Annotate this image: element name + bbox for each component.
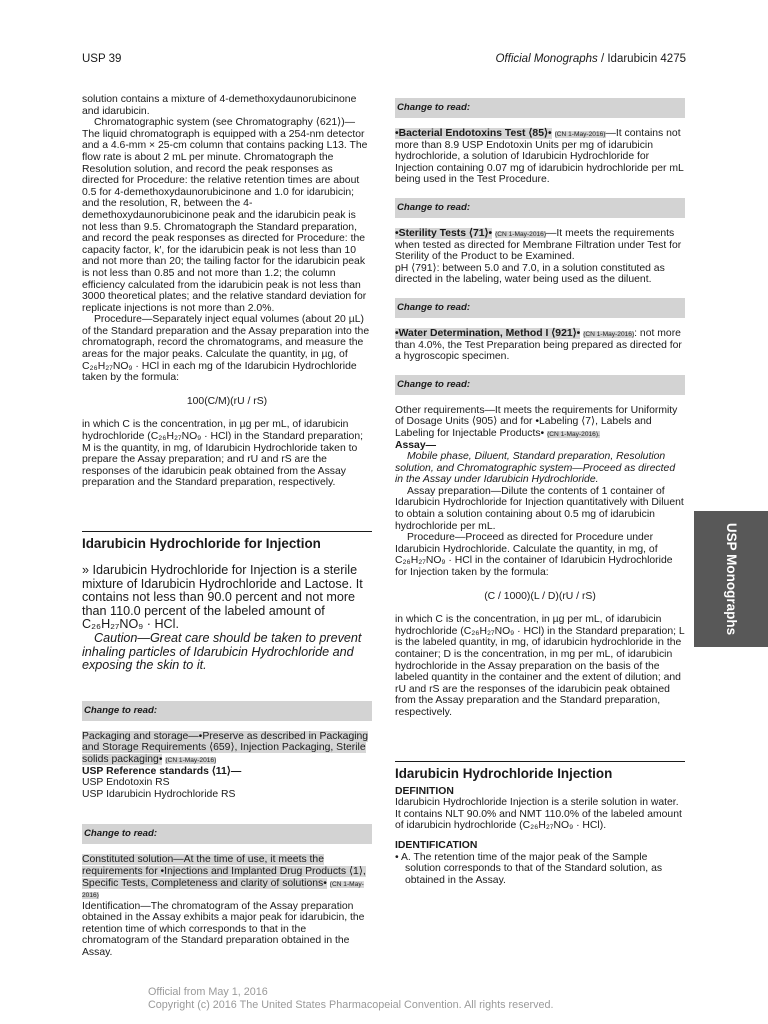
monograph-header — [82, 531, 372, 552]
change-to-read-bar: Change to read: — [395, 298, 685, 318]
side-tab-label: USP Monographs — [723, 522, 739, 636]
assay-label: Assay— — [395, 439, 437, 451]
formula-injection-explanation: in which C is the concentration, in µg per mL, of idarubicin hydrochloride (C₂₆H₂₇NO₉ · HCl) in the Standard preparation; L is the labeled quantity, in mg, of idarubicin hydrochloride in the container; D is the concentration, in mg per mL, of idarubicin hydrochloride in the Assay preparation on the basis of the labeled quantity in the container and the extent of dilution; and rU and rS are the responses of the idarubicin peak obtained from the Assay preparation and the Standard preparation, respectively. — [395, 614, 685, 718]
identification-a: • A. The retention time of the major peak of the Sample solution corresponds to that of the Standard solution, as obtained in the Assay. — [395, 851, 663, 886]
usp-reference-item: USP Endotoxin RS — [82, 777, 170, 789]
identification-heading: IDENTIFICATION — [395, 839, 478, 851]
page-footer — [148, 986, 554, 1011]
resolution-solution-text: solution contains a mixture of 4-demethoxydaunorubicinone and idarubicin. — [82, 94, 357, 117]
usp-reference-item: USP Idarubicin Hydrochloride RS — [82, 788, 236, 800]
formula-explanation: in which C is the concentration, in µg per mL, of idarubicin hydrochloride (C₂₆H₂₇NO₉ · HCl) in the Standard preparation; M is the quantity, in mg, of Idarubicin Hydrochloride taken to prepare the Assay preparation; and rU and rS are the responses of the idarubicin peak obtained from the Assay preparation and the Standard preparation, respectively. — [82, 419, 363, 489]
footer-copyright: Copyright (c) 2016 The United States Pharmacopeial Convention. All rights reserved. — [148, 998, 554, 1011]
formula-injection: (C / 1000)(L / D)(rU / rS) — [484, 590, 596, 602]
chromatographic-system-text: Chromatographic system (see Chromatography ⟨621⟩)—The liquid chromatograph is equipped with a 254-nm detector and a 4.6-mm × 25-cm column that contains packing L13. The flow rate is about 2 mL per minute. Chromatograph the Resolution solution, and record the peak responses as directed for Procedure: the relative retention times are about 0.5 for 4-demethoxydaunorubicinone and 1.0 for idarubicin; and the resolution, R, between the 4-demethoxydaunorubicinone peak and the idarubicin peak is not less than 9.5. Chromatograph the Standard preparation, and record the peak responses as directed for Procedure: the capacity factor, k′, for the idarubicin peak is not less than 10 and not more than 20; the tailing factor for the idarubicin peak is not less than 0.85 and not more than 1.2; the column efficiency calculated from the idarubicin peak is not less than 3000 theoretical plates; and the relative standard deviation for replicate injections is not more than 2.0%. — [82, 117, 368, 314]
assay-preparation: Assay preparation—Dilute the contents of 1 container of Idarubicin Hydrochloride for Injection quantitatively with Diluent to obtain a solution containing about 0.5 mg of idarubicin hydrochloride per mL. — [395, 485, 684, 532]
header-left: USP 39 — [82, 53, 122, 65]
header-section: Official Monographs — [495, 53, 598, 65]
header-right — [495, 54, 686, 66]
header-page: / Idarubicin 4275 — [597, 53, 686, 65]
definition-text: Idarubicin Hydrochloride Injection is a sterile solution in water. It contains NLT 90.0% and NMT 110.0% of the labeled amount of idarubicin hydrochloride (C₂₆H₂₇NO₉ · HCl). — [395, 797, 682, 832]
caution-text: Caution—Great care should be taken to prevent inhaling particles of Idarubicin Hydrochloride and exposing the skin to it. — [82, 630, 362, 673]
other-requirements: Other requirements—It meets the requirements for Uniformity of Dosage Units ⟨905⟩ and for •Labeling ⟨7⟩, Labels and Labeling for Injectable Products• (CN 1-May-2016). — [395, 404, 678, 439]
definition-heading: DEFINITION — [395, 785, 454, 797]
change-to-read-bar: Change to read: — [82, 701, 372, 721]
monograph2-title: Idarubicin Hydrochloride Injection — [395, 765, 613, 781]
ph-text: pH ⟨791⟩: between 5.0 and 7.0, in a solution constituted as directed in the labeling, water being used as the diluent. — [395, 262, 665, 286]
usp-monographs-tab — [694, 511, 768, 647]
monograph2-header — [395, 761, 685, 782]
assay-mobile-phase: Mobile phase, Diluent, Standard preparation, Resolution solution, and Chromatographic system—Proceed as directed in the Assay under Idarubicin Hydrochloride. — [395, 451, 676, 486]
change-to-read-bar: Change to read: — [395, 98, 685, 118]
monograph-title: Idarubicin Hydrochloride for Injection — [82, 536, 321, 551]
change-to-read-bar: Change to read: — [395, 198, 685, 218]
identification-text: Identification—The chromatogram of the Assay preparation obtained in the Assay exhibits a major peak for idarubicin, the retention time of which corresponds to that in the chromatogram of the Standard preparation obtained in the Assay. — [82, 900, 365, 959]
constituted-solution: Constituted solution—At the time of use, it meets the requirements for •Injections and Implanted Drug Products ⟨1⟩, Specific Tests, Completeness and clarity of solutions• (CN 1-May-2016) — [82, 854, 366, 900]
assay-procedure: Procedure—Proceed as directed for Procedure under Idarubicin Hydrochloride. Calculate the quantity, in mg, of C₂₆H₂₇NO₉ · HCl in the container of Idarubicin Hydrochloride for Injection taken by the formula: — [395, 532, 673, 579]
water-determination: •Water Determination, Method I ⟨921⟩• (CN 1-May-2016): not more than 4.0%, the Test Preparation being prepared as directed for a hygroscopic specimen. — [395, 327, 682, 363]
right-column — [395, 94, 685, 886]
usp-reference-label: USP Reference standards ⟨11⟩— — [82, 765, 242, 777]
procedure-text: Procedure—Separately inject equal volumes (about 20 µL) of the Standard preparation and the Assay preparation into the chromatograph, record the chromatograms, and measure the areas for the major peaks. Calculate the quantity, in µg, of C₂₆H₂₇NO₉ · HCl in each mg of the Idarubicin Hydrochloride taken by the formula: — [82, 314, 370, 384]
formula-assay: 100(C/M)(rU / rS) — [186, 395, 268, 407]
change-to-read-bar: Change to read: — [82, 824, 372, 844]
left-column — [82, 94, 372, 959]
bacterial-endotoxins: •Bacterial Endotoxins Test ⟨85⟩• (CN 1-May-2016)—It contains not more than 8.9 USP Endotoxin Units per mg of idarubicin hydrochloride, a solution of Idarubicin Hydrochloride for Injection containing 0.07 mg of idarubicin hydrochloride per mL being used in the Test Procedure. — [395, 128, 684, 186]
change-to-read-bar: Change to read: — [395, 375, 685, 395]
monograph-intro: » Idarubicin Hydrochloride for Injection is a sterile mixture of Idarubicin Hydrochloride and Lactose. It contains not less than 90.0 percent and not more than 110.0 percent of the labeled amount of C₂₆H₂₇NO₉ · HCl. — [82, 563, 363, 632]
sterility-tests: •Sterility Tests ⟨71⟩• (CN 1-May-2016)—It meets the requirements when tested as directed for Membrane Filtration under Test for Sterility of the Product to be Examined. — [395, 227, 682, 263]
packaging-storage: Packaging and storage—•Preserve as described in Packaging and Storage Requirements ⟨659⟩, Injection Packaging, Sterile solids packaging• (CN 1-May-2016) — [82, 730, 369, 765]
footer-official-date: Official from May 1, 2016 — [148, 986, 268, 998]
page-header — [82, 54, 686, 70]
